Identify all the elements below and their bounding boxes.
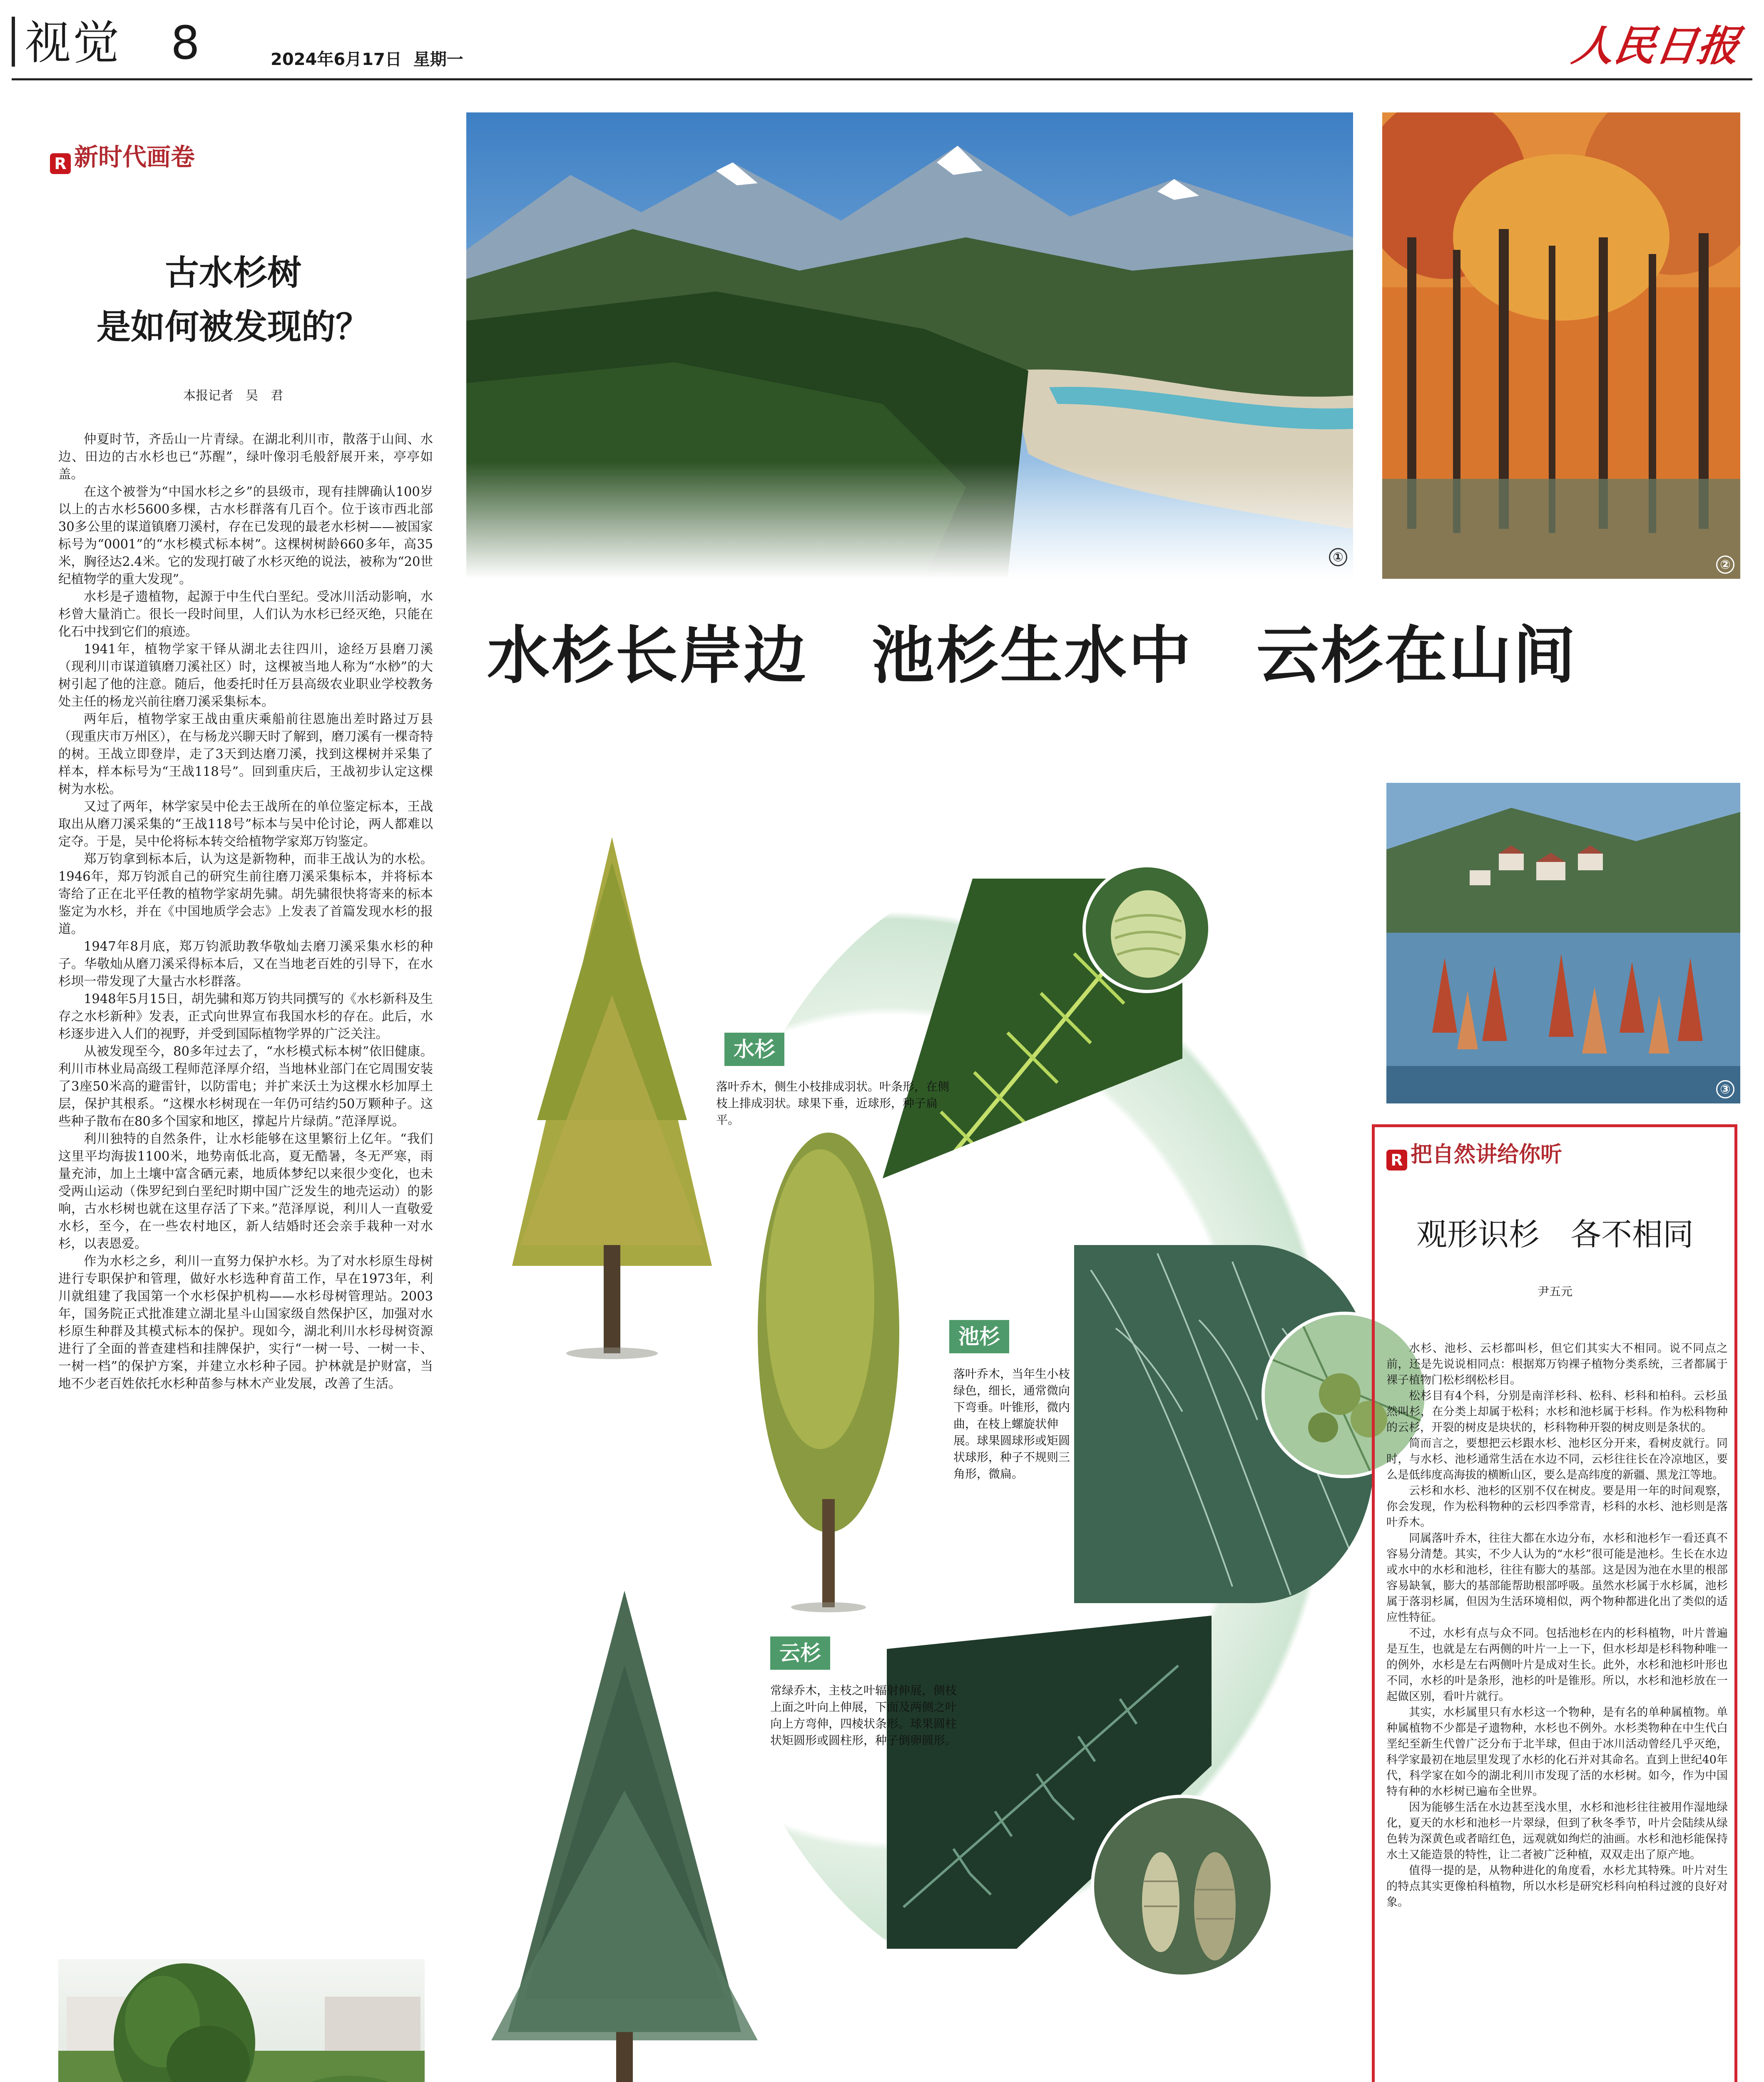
metasequoia-cone-closeup <box>1082 864 1212 993</box>
right-paragraph: 其实，水杉属里只有水杉这一个物种，是有名的单种属植物。单种属植物不少都是孑遗物种，水杉也不例外。水杉类物种在中生代白垩纪至新生代曾广泛分布于北半球，但由于冰川活动曾经几乎灭绝，科学家最初在地层里发现了水杉的化石并对其命名。直到上世纪40年代，科学家在如今的湖北利川市发现了活的水杉树。如今，作为中国特有种的水杉树已遍布全世界。 <box>1386 1706 1728 1798</box>
species-tag-metasequoia: 水杉 <box>724 1033 784 1066</box>
r-logo-icon: R <box>50 153 71 174</box>
spruce-tree-scene <box>475 1582 774 2082</box>
species-tag-spruce: 云杉 <box>770 1636 830 1670</box>
species-tag-pond-cypress: 池杉 <box>949 1320 1009 1353</box>
photo-3-label: ③ <box>1716 1080 1734 1098</box>
species-desc-metasequoia: 落叶乔木，侧生小枝排成羽状。叶条形，在侧枝上排成羽状。球果下垂，近球形，种子扁平。 <box>716 1080 950 1127</box>
left-title <box>33 246 433 354</box>
photo-1-label: ① <box>1329 548 1347 566</box>
photo-2-label: ② <box>1716 555 1734 574</box>
left-article-body <box>58 431 433 1940</box>
metasequoia-tree-scene <box>479 829 745 1366</box>
right-paragraph: 简而言之，要想把云杉跟水杉、池杉区分开来，看树皮就行。同时，与水杉、池杉通常生活在水边不同，云杉往往长在冷凉地区，要么是低纬度高海拔的横断山区，要么是高纬度的新疆、黑龙江等地。 <box>1386 1437 1728 1482</box>
left-paragraph: 郑万钧拿到标本后，认为这是新物种，而非王战认为的水松。1946年，郑万钧派自己的研究生前往磨刀溪采集标本，并将标本寄给了正在北平任教的植物学家胡先骕。胡先骕很快将寄来的标本鉴定为水杉，并在《中国地质学会志》上发表了首篇发现水杉的报道。 <box>58 852 433 936</box>
species-desc-spruce: 常绿乔木，主枝之叶辐射伸展，侧枝上面之叶向上伸展，下面及两侧之叶向上方弯伸，四棱状条形。球果圆柱状矩圆形或圆柱形，种子倒卵圆形。 <box>770 1684 957 1747</box>
metasequoia-cone-scene <box>1086 867 1211 992</box>
right-section-tag: 把自然讲给你听 <box>1411 1142 1562 1167</box>
photo-2-scene <box>1382 112 1740 579</box>
page-number: 8 <box>171 16 200 70</box>
metasequoia-tree-illustration <box>479 829 745 1366</box>
date: 2024年6月17日 <box>271 50 402 69</box>
right-byline: 尹五元 <box>1537 1285 1572 1298</box>
left-paragraph: 又过了两年，林学家吴中伦去王战所在的单位鉴定标本，王战取出从磨刀溪采集的“王战118号”标本与吴中伦讨论，两人都难以定夺。于是，吴中伦将标本转交给植物学家郑万钧鉴定。 <box>58 799 433 849</box>
header-rule <box>12 78 1752 80</box>
left-paragraph: 两年后，植物学家王战由重庆乘船前往恩施出差时路过万县（现重庆市万州区），在与杨龙兴聊天时了解到，磨刀溪有一棵奇特的树。王战立即登岸，走了3天到达磨刀溪，找到这棵树并采集了样本，样本标号为“王战118号”。回到重庆后，王战初步认定这棵树为水松。 <box>58 712 433 797</box>
left-paragraph: 利川独特的自然条件，让水杉能够在这里繁衍上亿年。“我们这里平均海拔1100米，地势南低北高，夏无酷暑，冬无严寒，雨量充沛，加上土壤中富含硒元素，地质体梦纪以来很少变化，也未受两山运动（侏罗纪到白垩纪时期中国广泛发生的地壳运动）的影响，古水杉树也就在这里存活了下来。”范泽厚说，利川人一直敬爱水杉，至今，在一些农村地区，新人结婚时还会亲手栽种一对水杉，以表恩爱。 <box>58 1132 433 1251</box>
photo-1-scene <box>466 112 1353 579</box>
weekday: 星期一 <box>413 50 463 69</box>
left-paragraph: 在这个被誉为“中国水杉之乡”的县级市，现有挂牌确认100岁以上的古水杉5600多棵，古水杉群落有几百个。位于该市西北部30多公里的谋道镇磨刀溪村，存在已发现的最老水杉树——被国家标号为“0001”的“水杉模式标本树”。这棵树树龄660多年，高35米，胸径达2.4米。它的发现打破了水杉灭绝的说法，被称为“20世纪植物学的重大发现”。 <box>58 485 433 587</box>
photo-4-ancient-metasequoia <box>58 1959 425 2082</box>
left-paragraph: 1947年8月底，郑万钧派助教华敬灿去磨刀溪采集水杉的种子。华敬灿从磨刀溪采得标本后，又在当地老百姓的引导下，在水杉坝一带发现了大量古水杉群落。 <box>58 939 433 989</box>
right-title: 观形识杉 各不相同 <box>1416 1217 1694 1253</box>
header-left-bracket <box>12 17 15 67</box>
right-paragraph: 水杉、池杉、云杉都叫杉，但它们其实大不相同。说不同点之前，还是先说说相同点：根据郑万钧裸子植物分类系统，三者都属于裸子植物门松杉纲松杉目。 <box>1386 1342 1728 1387</box>
section-name: 视觉 <box>25 16 122 70</box>
main-headline: 水杉长岸边 池杉生水中 云杉在山间 <box>487 620 1577 692</box>
left-byline: 本报记者 吴 君 <box>183 389 283 403</box>
spruce-cone-scene <box>1094 1798 1273 1977</box>
issue-date <box>271 50 463 69</box>
photo-2-pond-cypress-autumn <box>1382 112 1740 579</box>
pond-cypress-tree-scene <box>729 1124 928 1616</box>
right-section-header <box>1386 1137 1562 1171</box>
left-title-line2: 是如何被发现的？ <box>96 307 370 347</box>
right-paragraph: 因为能够生活在水边甚至浅水里，水杉和池杉往往被用作湿地绿化，夏天的水杉和池杉一片翠绿，但到了秋冬季节，叶片会陆续从绿色转为深黄色或者暗红色，远观就如绚烂的油画。水杉和池杉能保持水土又能造景的特性，让二者被广泛种植，双双走出了原产地。 <box>1386 1801 1728 1861</box>
right-article-body <box>1386 1341 1728 2082</box>
photo-3-scene <box>1386 783 1740 1103</box>
right-paragraph: 值得一提的是，从物种进化的角度看，水杉尤其特殊。叶片对生的特点其实更像柏科植物，所以水杉是研究杉科向柏科过渡的良好对象。 <box>1386 1864 1728 1909</box>
left-paragraph: 作为水杉之乡，利川一直努力保护水杉。为了对水杉原生母树进行专职保护和管理，做好水杉选种育苗工作，早在1973年，利川就组建了我国第一个水杉保护机构——水杉母树管理站。2003年，国务院正式批准建立湖北星斗山国家级自然保护区，加强对水杉原生种群及其模式标本的保护。现如今，湖北利川水杉母树资源进行了全面的普查建档和挂牌保护，实行“一树一号、一树一卡、一树一档”的保护方案，并建立水杉种子园。护林就是护财富，当地不少老百姓依托水杉种苗参与林木产业发展，改善了生活。 <box>58 1254 433 1391</box>
photo-4-scene <box>58 1959 425 2082</box>
r-logo-icon: R <box>1386 1150 1407 1171</box>
left-section-tag: 新时代画卷 <box>74 143 195 171</box>
photo-3-village-metasequoia <box>1386 783 1740 1103</box>
species-desc-pond-cypress: 落叶乔木，当年生小枝绿色，细长，通常微向下弯垂。叶锥形，微内曲，在枝上螺旋状伸展。球果圆球形或矩圆状球形，种子不规则三角形，微扁。 <box>953 1367 1070 1481</box>
right-paragraph: 云杉和水杉、池杉的区别不仅在树皮。要是用一年的时间观察，你会发现，作为松科物种的云杉四季常青，杉科的水杉、池杉则是落叶乔木。 <box>1386 1484 1728 1529</box>
right-paragraph: 不过，水杉有点与众不同。包括池杉在内的杉科植物，叶片普遍是互生，也就是左右两侧的叶片一上一下，但水杉却是杉科物种唯一的例外，水杉是左右两侧叶片是成对生长。此外，水杉和池杉叶形也不同，水杉的叶是条形，池杉的叶是锥形。所以，水杉和池杉放在一起做区别，看叶片就行。 <box>1386 1627 1728 1703</box>
left-paragraph: 从被发现至今，80多年过去了，“水杉模式标本树”依旧健康。利川市林业局高级工程师范泽厚介绍，当地林业部门在它周围安装了3座50米高的避雷针，以防雷电；并扩来沃土为这棵水杉加厚土层，保护其根系。“这棵水杉树现在一年仍可结约50万颗种子。这些种子散布在80多个国家和地区，撑起片片绿荫。”范泽厚说。 <box>58 1044 433 1129</box>
left-paragraph: 水杉是孑遗植物，起源于中生代白垩纪。受冰川活动影响，水杉曾大量消亡。很长一段时间里，人们认为水杉已经灭绝，只能在化石中找到它们的痕迹。 <box>58 590 433 639</box>
spruce-tree-illustration <box>475 1582 774 2082</box>
masthead-logo: 人民日报 <box>1569 21 1743 70</box>
spruce-cone-closeup <box>1091 1795 1274 1978</box>
right-paragraph: 同属落叶乔木，往往大都在水边分布，水杉和池杉乍一看还真不容易分清楚。其实，不少人认为的“水杉”很可能是池杉。生长在水边或水中的水杉和池杉，往往有膨大的基部。这是因为池在水里的根部容易缺氧，膨大的基部能帮助根部呼吸。虽然水杉属于水杉属，池杉属于落羽杉属，但因为生活环境相似，两个物种都进化出了类似的适应性特征。 <box>1386 1532 1728 1624</box>
photo-1-mountain-spruce-forest <box>466 112 1353 579</box>
left-paragraph: 仲夏时节，齐岳山一片青绿。在湖北利川市，散落于山间、水边、田边的古水杉也已“苏醒”，绿叶像羽毛般舒展开来，亭亭如盖。 <box>58 432 433 482</box>
right-paragraph: 松杉目有4个科，分别是南洋杉科、松科、杉科和柏科。云杉虽然叫杉，在分类上却属于松科；水杉和池杉属于杉科。作为松科物种的云杉，开裂的树皮是块状的，杉科物种开裂的树皮则是条状的。 <box>1386 1390 1728 1434</box>
pond-cypress-tree-illustration <box>729 1124 928 1616</box>
left-paragraph: 1948年5月15日，胡先骕和郑万钧共同撰写的《水杉新科及生存之水杉新种》发表，正式向世界宣布我国水杉的存在。此后，水杉逐步进入人们的视野，并受到国际植物学界的广泛关注。 <box>58 992 433 1041</box>
left-title-line1: 古水杉树 <box>164 253 301 293</box>
left-paragraph: 1941年，植物学家干铎从湖北去往四川，途经万县磨刀溪（现利川市谋道镇磨刀溪社区）时，这棵被当地人称为“水桫”的大树引起了他的注意。随后，他委托时任万县高级农业职业学校教务处主任的杨龙兴前往磨刀溪采集标本。 <box>58 642 433 709</box>
left-section-header <box>50 137 195 174</box>
